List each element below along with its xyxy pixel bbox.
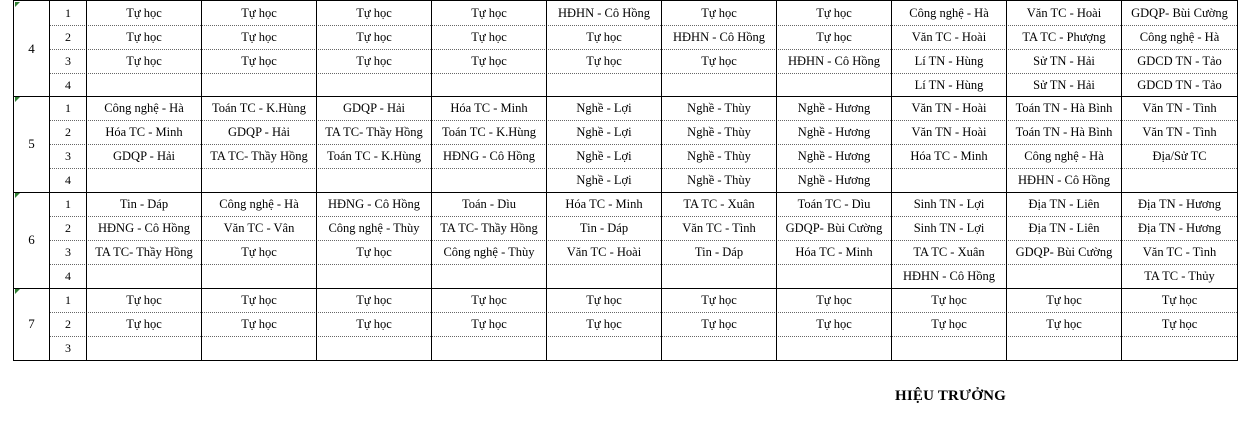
schedule-cell: Hóa TC - Minh <box>87 120 202 144</box>
period-number: 4 <box>50 73 87 97</box>
schedule-cell: Công nghệ - Hà <box>892 1 1007 25</box>
schedule-cell <box>547 264 662 288</box>
schedule-cell: GDQP - Hải <box>317 96 432 120</box>
schedule-cell: TA TC- Thầy Hồng <box>317 120 432 144</box>
period-row <box>50 120 1237 145</box>
schedule-cell <box>87 264 202 288</box>
schedule-cell <box>317 168 432 192</box>
schedule-cell: Tự học <box>662 49 777 73</box>
period-number: 4 <box>50 264 87 288</box>
day-block <box>13 96 1238 193</box>
schedule-cell <box>87 168 202 192</box>
schedule-cell: Toán TC - K.Hùng <box>317 144 432 168</box>
schedule-cell: Hóa TC - Minh <box>777 240 892 264</box>
schedule-cell: Tự học <box>432 312 547 336</box>
schedule-cell: Tự học <box>202 25 317 49</box>
schedule-cell: Tin - Dáp <box>87 192 202 216</box>
schedule-cell: Nghề - Lợi <box>547 168 662 192</box>
schedule-cell: Nghề - Thùy <box>662 168 777 192</box>
schedule-cell: Toán TC - K.Hùng <box>432 120 547 144</box>
schedule-cell <box>432 336 547 360</box>
schedule-cell: Tự học <box>317 240 432 264</box>
day-label: 4 <box>14 1 50 96</box>
schedule-cell: Tự học <box>892 312 1007 336</box>
schedule-cell: TA TC - Phượng <box>1007 25 1122 49</box>
schedule-cell: HĐHN - Cô Hồng <box>662 25 777 49</box>
period-row <box>50 312 1237 337</box>
schedule-cell <box>892 336 1007 360</box>
schedule-cell: HĐNG - Cô Hồng <box>87 216 202 240</box>
period-row <box>50 144 1237 169</box>
schedule-cell: Sinh TN - Lợi <box>892 216 1007 240</box>
schedule-cell: Công nghệ - Hà <box>1007 144 1122 168</box>
schedule-cell: Văn TC - Tình <box>662 216 777 240</box>
period-number: 1 <box>50 288 87 312</box>
schedule-cell: Tự học <box>87 49 202 73</box>
schedule-cell: Tin - Dáp <box>547 216 662 240</box>
schedule-cell <box>892 168 1007 192</box>
schedule-cell: Toán TC - K.Hùng <box>202 96 317 120</box>
schedule-cell: HĐNG - Cô Hồng <box>317 192 432 216</box>
schedule-cell: Nghề - Hương <box>777 144 892 168</box>
period-row <box>50 192 1237 217</box>
schedule-cell: Nghề - Lợi <box>547 96 662 120</box>
schedule-cell: TA TC - Xuân <box>892 240 1007 264</box>
schedule-cell: GDQP- Bùi Cường <box>1007 240 1122 264</box>
schedule-cell: Tự học <box>317 25 432 49</box>
schedule-cell <box>202 264 317 288</box>
schedule-cell <box>87 73 202 97</box>
period-number: 3 <box>50 144 87 168</box>
schedule-cell: Tự học <box>87 312 202 336</box>
schedule-cell: Văn TC - Tình <box>1142 244 1217 259</box>
schedule-cell: Toán - Dìu <box>432 192 547 216</box>
schedule-cell: Lí TN - Hùng <box>892 73 1007 97</box>
period-number: 1 <box>50 192 87 216</box>
schedule-cell: Tự học <box>777 312 892 336</box>
schedule-cell: GDCD TN - Tảo <box>1137 77 1222 92</box>
schedule-cell <box>432 168 547 192</box>
period-row <box>50 168 1237 192</box>
schedule-cell: Tự học <box>317 49 432 73</box>
schedule-cell: Nghề - Hương <box>777 96 892 120</box>
schedule-cell: Tự học <box>87 1 202 25</box>
schedule-cell <box>432 264 547 288</box>
schedule-cell: Tự học <box>1161 316 1198 331</box>
schedule-cell: Tự học <box>662 312 777 336</box>
schedule-cell <box>432 73 547 97</box>
schedule-cell <box>1122 336 1237 360</box>
schedule-cell: Tin - Dáp <box>662 240 777 264</box>
schedule-cell: Sử TN - Hải <box>1007 73 1122 97</box>
schedule-cell: Công nghệ - Hà <box>1139 29 1220 44</box>
schedule-cell <box>1007 336 1122 360</box>
schedule-cell: Văn TC - Vân <box>202 216 317 240</box>
schedule-cell: TA TC - Thủy <box>1144 268 1215 283</box>
schedule-cell: Tự học <box>432 25 547 49</box>
period-row <box>50 240 1237 265</box>
period-number: 2 <box>50 216 87 240</box>
schedule-cell: Lí TN - Hùng <box>892 49 1007 73</box>
day-label: 7 <box>14 288 50 360</box>
period-row <box>50 336 1237 360</box>
schedule-cell <box>777 336 892 360</box>
schedule-cell: Văn TN - Hoài <box>892 120 1007 144</box>
schedule-cell: Nghề - Thùy <box>662 144 777 168</box>
schedule-cell: Hóa TC - Minh <box>547 192 662 216</box>
period-number: 2 <box>50 120 87 144</box>
schedule-cell: Sinh TN - Lợi <box>892 192 1007 216</box>
period-row <box>50 288 1237 313</box>
schedule-cell <box>547 336 662 360</box>
period-number: 1 <box>50 1 87 25</box>
schedule-cell: Tự học <box>547 312 662 336</box>
schedule-cell: Địa/Sử TC <box>1152 148 1207 163</box>
schedule-cell: GDQP- Bùi Cường <box>777 216 892 240</box>
schedule-cell: Văn TC - Hoài <box>547 240 662 264</box>
schedule-cell: Tự học <box>317 312 432 336</box>
schedule-cell: Văn TN - Tình <box>1142 124 1217 139</box>
period-row <box>50 49 1237 74</box>
schedule-cell: Hóa TC - Minh <box>432 96 547 120</box>
day-label: 5 <box>14 96 50 192</box>
schedule-cell: TA TC- Thầy Hồng <box>432 216 547 240</box>
schedule-cell: TA TC- Thầy Hồng <box>87 240 202 264</box>
schedule-cell: Tự học <box>202 240 317 264</box>
period-number: 3 <box>50 49 87 73</box>
period-row <box>50 25 1237 50</box>
period-number: 2 <box>50 25 87 49</box>
schedule-cell: HĐNG - Cô Hồng <box>432 144 547 168</box>
schedule-cell: Tự học <box>432 49 547 73</box>
schedule-cell: Tự học <box>317 1 432 25</box>
schedule-cell <box>1122 168 1237 192</box>
schedule-cell: Địa TN - Liên <box>1007 216 1122 240</box>
schedule-cell: Nghề - Hương <box>777 168 892 192</box>
schedule-cell: GDCD TN - Tảo <box>1137 53 1222 68</box>
schedule-table <box>13 0 1238 361</box>
schedule-cell: Tự học <box>777 1 892 25</box>
period-row <box>50 73 1237 97</box>
schedule-cell: Nghề - Thùy <box>662 96 777 120</box>
period-row <box>50 216 1237 241</box>
schedule-cell: Tự học <box>547 25 662 49</box>
schedule-cell: Văn TC - Hoài <box>892 25 1007 49</box>
period-row <box>50 264 1237 288</box>
schedule-cell: TA TC- Thầy Hồng <box>202 144 317 168</box>
schedule-cell <box>662 264 777 288</box>
schedule-cell: Toán TN - Hà Bình <box>1007 96 1122 120</box>
schedule-cell: Nghề - Lợi <box>547 120 662 144</box>
schedule-cell: HĐHN - Cô Hồng <box>1007 168 1122 192</box>
schedule-cell: Toán TC - Dìu <box>777 192 892 216</box>
schedule-cell: Tự học <box>317 288 432 312</box>
day-label: 6 <box>14 192 50 288</box>
schedule-cell: Toán TN - Hà Bình <box>1007 120 1122 144</box>
schedule-cell: Tự học <box>777 288 892 312</box>
schedule-cell: Văn TN - Tình <box>1142 100 1217 115</box>
schedule-cell: Tự học <box>432 288 547 312</box>
period-row <box>50 96 1237 121</box>
schedule-cell <box>317 73 432 97</box>
schedule-cell: GDQP - Hải <box>202 120 317 144</box>
schedule-cell: Tự học <box>202 1 317 25</box>
schedule-cell: Tự học <box>777 25 892 49</box>
period-row <box>50 1 1237 26</box>
schedule-cell: Tự học <box>87 288 202 312</box>
schedule-cell <box>1007 264 1122 288</box>
schedule-cell: HĐHN - Cô Hồng <box>547 1 662 25</box>
period-number: 3 <box>50 240 87 264</box>
schedule-cell: HĐHN - Cô Hồng <box>777 49 892 73</box>
schedule-cell <box>317 264 432 288</box>
schedule-cell <box>317 336 432 360</box>
schedule-cell: Tự học <box>1161 292 1198 307</box>
schedule-cell <box>662 336 777 360</box>
schedule-cell: GDQP- Bùi Cường <box>1131 5 1228 20</box>
period-number: 1 <box>50 96 87 120</box>
schedule-cell: Tự học <box>662 288 777 312</box>
schedule-cell: Hóa TC - Minh <box>892 144 1007 168</box>
period-number: 4 <box>50 168 87 192</box>
schedule-cell: Tự học <box>1007 288 1122 312</box>
day-block <box>13 0 1238 97</box>
schedule-cell: Tự học <box>1007 312 1122 336</box>
principal-title: HIỆU TRƯỞNG <box>895 388 1006 404</box>
schedule-cell: TA TC - Xuân <box>662 192 777 216</box>
period-number: 2 <box>50 312 87 336</box>
schedule-cell: Địa TN - Hương <box>1138 220 1221 235</box>
schedule-cell: Tự học <box>892 288 1007 312</box>
period-number: 3 <box>50 336 87 360</box>
schedule-cell: Tự học <box>202 288 317 312</box>
schedule-cell: HĐHN - Cô Hồng <box>892 264 1007 288</box>
schedule-cell <box>202 73 317 97</box>
schedule-cell: Nghề - Hương <box>777 120 892 144</box>
schedule-cell: Văn TN - Hoài <box>892 96 1007 120</box>
schedule-cell: Công nghệ - Hà <box>202 192 317 216</box>
schedule-cell: Công nghệ - Thùy <box>317 216 432 240</box>
schedule-cell <box>547 73 662 97</box>
schedule-cell: Tự học <box>662 1 777 25</box>
schedule-cell <box>87 336 202 360</box>
schedule-cell: GDQP - Hải <box>87 144 202 168</box>
schedule-cell: Địa TN - Hương <box>1138 196 1221 211</box>
schedule-cell: Công nghệ - Thùy <box>432 240 547 264</box>
schedule-cell: Tự học <box>432 1 547 25</box>
schedule-cell: Tự học <box>202 312 317 336</box>
schedule-cell: Sử TN - Hải <box>1007 49 1122 73</box>
schedule-cell: Tự học <box>87 25 202 49</box>
day-block <box>13 288 1238 361</box>
schedule-cell: Nghề - Thùy <box>662 120 777 144</box>
schedule-cell: Công nghệ - Hà <box>87 96 202 120</box>
schedule-cell: Địa TN - Liên <box>1007 192 1122 216</box>
schedule-cell: Văn TC - Hoài <box>1007 1 1122 25</box>
schedule-cell: Nghề - Lợi <box>547 144 662 168</box>
schedule-cell <box>777 264 892 288</box>
schedule-cell <box>202 336 317 360</box>
schedule-cell <box>662 73 777 97</box>
schedule-cell: Tự học <box>547 49 662 73</box>
day-block <box>13 192 1238 289</box>
schedule-cell <box>777 73 892 97</box>
schedule-cell <box>202 168 317 192</box>
schedule-cell: Tự học <box>202 49 317 73</box>
schedule-cell: Tự học <box>547 288 662 312</box>
